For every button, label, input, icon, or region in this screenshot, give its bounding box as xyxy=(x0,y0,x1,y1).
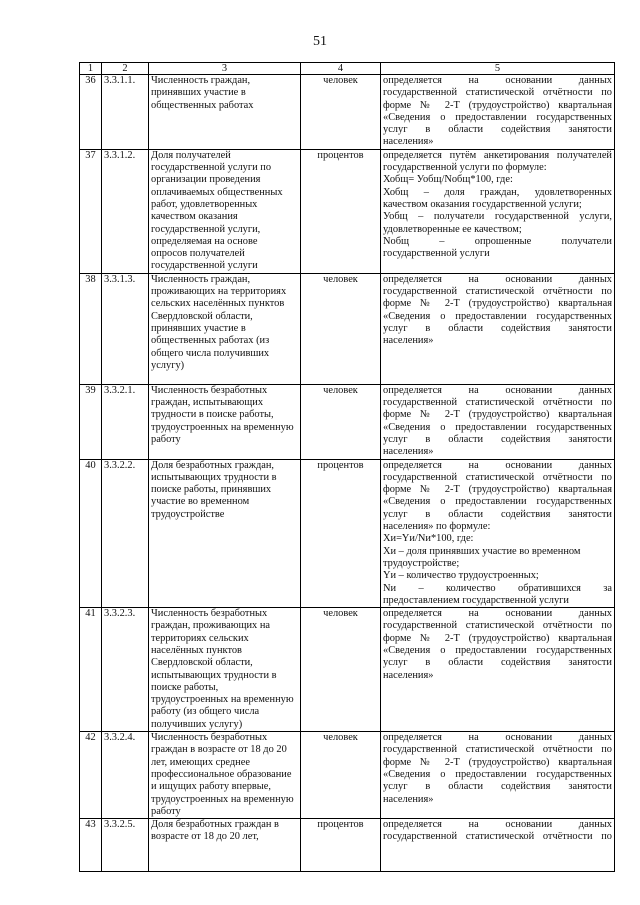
table-row xyxy=(80,608,615,732)
method-description-cell xyxy=(381,608,615,732)
indicator-name-line: определяемая на основе xyxy=(151,235,258,247)
method-description-cell xyxy=(381,732,615,819)
indicator-name-cell xyxy=(149,384,301,459)
method-description-line: определяется на основании данных xyxy=(383,75,612,86)
indicator-name-line: и ищущих работу впервые, xyxy=(151,781,271,793)
indicator-name-line: государственной услуги xyxy=(151,260,258,272)
column-header: 4 xyxy=(301,63,381,75)
method-description-cell xyxy=(381,149,615,273)
table-row xyxy=(80,384,615,459)
method-description-line: государственной статистической отчётности по xyxy=(383,471,612,483)
row-number-cell: 38 xyxy=(80,273,102,384)
indicator-code-cell: 3.3.1.1. xyxy=(102,75,149,150)
indicator-name-line: Доля получателей xyxy=(151,149,231,161)
indicator-code-cell: 3.3.2.1. xyxy=(102,384,149,459)
method-description-line: «Сведения о предоставлении государственных xyxy=(383,644,612,656)
indicator-name-line: профессиональное образование xyxy=(151,768,292,780)
indicator-code-cell: 3.3.1.3. xyxy=(102,273,149,384)
indicator-name-line: проживающих на территориях xyxy=(151,286,287,298)
method-description-line: качеством оказания государственной услуги; xyxy=(383,198,582,210)
indicator-name-line: государственной услуги, xyxy=(151,223,261,235)
method-description-line: услуг в области содействия занятости xyxy=(383,124,612,136)
method-description-line: Хобщ= Уобщ/Nобщ*100, где: xyxy=(383,174,513,186)
indicator-name-line: Доля безработных граждан, xyxy=(151,459,275,471)
indicator-name-line: граждан, проживающих на xyxy=(151,620,271,632)
indicator-name-line: трудоустроенных на временную xyxy=(151,694,294,706)
indicator-name-line: работ, удовлетворенных xyxy=(151,198,258,210)
method-description-line: услуг в области содействия занятости xyxy=(383,433,612,445)
indicators-table xyxy=(79,62,615,872)
method-description-line: удовлетворенные ее качеством; xyxy=(383,223,522,235)
unit-cell: процентов xyxy=(301,149,381,273)
unit-cell: человек xyxy=(301,273,381,384)
indicator-name-line: Свердловской области, xyxy=(151,657,253,669)
method-description-cell xyxy=(381,384,615,459)
indicator-name-cell xyxy=(149,75,301,150)
indicator-name-line: качеством оказания xyxy=(151,211,238,223)
indicator-name-line: поиске работы, принявших xyxy=(151,484,272,496)
method-description-line: населения» xyxy=(383,793,434,805)
indicator-name-line: трудоустройстве xyxy=(151,508,225,520)
unit-cell: процентов xyxy=(301,459,381,608)
indicator-name-line: работу xyxy=(151,433,181,445)
indicator-name-line: трудности в поиске работы, xyxy=(151,409,274,421)
indicator-name-cell xyxy=(149,459,301,608)
method-description-line: населения» xyxy=(383,446,434,458)
method-description-line: форме № 2-Т (трудоустройство) квартальная xyxy=(383,298,612,310)
method-description-line: предоставлением государственной услуги xyxy=(383,594,569,606)
column-header: 3 xyxy=(149,63,301,75)
page-number: 51 xyxy=(313,34,327,49)
unit-cell: человек xyxy=(301,732,381,819)
method-description-line: «Сведения о предоставлении государственных xyxy=(383,496,612,508)
indicator-name-cell xyxy=(149,608,301,732)
indicator-name-line: граждан, испытывающих xyxy=(151,397,264,409)
method-description-line: форме № 2-Т (трудоустройство) квартальная xyxy=(383,99,612,111)
indicator-name-line: Численность безработных xyxy=(151,732,268,744)
indicator-name-line: услугу) xyxy=(151,359,185,371)
indicator-name-line: Численность граждан, xyxy=(151,75,251,86)
indicator-name-line: возрасте от 18 до 20 лет, xyxy=(151,831,259,843)
indicator-name-cell xyxy=(149,273,301,384)
indicator-name-line: трудоустроенных на временную xyxy=(151,793,294,805)
method-description-line: «Сведения о предоставлении государственных xyxy=(383,111,612,123)
method-description-line: населения» xyxy=(383,335,434,347)
indicator-name-line: принявших участие в xyxy=(151,87,246,99)
method-description-cell xyxy=(381,75,615,150)
row-number-cell: 37 xyxy=(80,149,102,273)
method-description-line: услуг в области содействия занятости xyxy=(383,508,612,520)
method-description-cell xyxy=(381,459,615,608)
unit-cell: человек xyxy=(301,608,381,732)
method-description-line: «Сведения о предоставлении государственных xyxy=(383,768,612,780)
method-description-line: Nобщ – опрошенные получатели xyxy=(383,235,612,247)
indicator-name-line: участие во временном xyxy=(151,496,250,508)
indicator-name-line: общественных работах (из xyxy=(151,335,270,347)
method-description-line: услуг в области содействия занятости xyxy=(383,322,612,334)
method-description-line: определяется путём анкетирования получателей xyxy=(383,149,612,161)
unit-cell: человек xyxy=(301,75,381,150)
table-row xyxy=(80,75,615,150)
method-description-line: населения» по формуле: xyxy=(383,521,491,533)
indicator-name-line: получивших услугу) xyxy=(151,718,243,730)
method-description-line: услуг в области содействия занятости xyxy=(383,781,612,793)
indicator-name-line: Доля безработных граждан в xyxy=(151,819,279,831)
method-description-line: определяется на основании данных xyxy=(383,819,612,831)
indicator-code-cell: 3.3.1.2. xyxy=(102,149,149,273)
method-description-line: государственной статистической отчётности по xyxy=(383,397,612,409)
indicator-name-cell xyxy=(149,732,301,819)
indicator-name-line: Численность безработных xyxy=(151,608,268,620)
indicator-name-line: работу (из общего числа xyxy=(151,706,260,718)
unit-cell: процентов xyxy=(301,819,381,872)
indicator-name-line: территориях сельских xyxy=(151,632,249,644)
table-row xyxy=(80,819,615,872)
method-description-line: форме № 2-Т (трудоустройство) квартальная xyxy=(383,756,612,768)
row-number-cell: 41 xyxy=(80,608,102,732)
method-description-line: «Сведения о предоставлении государственных xyxy=(383,421,612,433)
indicator-name-line: общего числа получивших xyxy=(151,347,270,359)
method-description-line: форме № 2-Т (трудоустройство) квартальная xyxy=(383,632,612,644)
row-number-cell: 42 xyxy=(80,732,102,819)
method-description-line: Хи – доля принявших участие во временном xyxy=(383,545,581,557)
header-row xyxy=(80,63,615,75)
indicator-name-line: общественных работах xyxy=(151,99,254,111)
method-description-line: услуг в области содействия занятости xyxy=(383,657,612,669)
indicator-name-line: организации проведения xyxy=(151,174,261,186)
indicator-name-line: оплачиваемых общественных xyxy=(151,186,283,198)
unit-cell: человек xyxy=(301,384,381,459)
method-description-line: определяется на основании данных xyxy=(383,273,612,285)
method-description-line: государственной услуги xyxy=(383,248,490,260)
row-number-cell: 39 xyxy=(80,384,102,459)
method-description-line: государственной статистической отчётности по xyxy=(383,286,612,298)
table-row xyxy=(80,732,615,819)
row-number-cell: 40 xyxy=(80,459,102,608)
indicator-code-cell: 3.3.2.2. xyxy=(102,459,149,608)
column-header: 1 xyxy=(80,63,102,75)
method-description-line: государственной статистической отчётности по xyxy=(383,87,612,99)
method-description-cell xyxy=(381,819,615,872)
indicator-name-line: сельских населённых пунктов xyxy=(151,298,285,310)
indicator-code-cell: 3.3.2.5. xyxy=(102,819,149,872)
method-description-line: Nи – количество обратившихся за xyxy=(383,582,612,594)
indicator-name-line: лет, имеющих среднее xyxy=(151,756,250,768)
indicator-name-line: Численность безработных xyxy=(151,384,268,396)
indicator-name-line: трудоустроенных на временную xyxy=(151,421,294,433)
method-description-line: Хи=Yи/Nи*100, где: xyxy=(383,533,474,545)
method-description-line: населения» xyxy=(383,669,434,681)
method-description-line: определяется на основании данных xyxy=(383,459,612,471)
table-row xyxy=(80,273,615,384)
method-description-line: форме № 2-Т (трудоустройство) квартальная xyxy=(383,484,612,496)
method-description-line: государственной статистической отчётности по xyxy=(383,620,612,632)
method-description-line: Хобщ – доля граждан, удовлетворенных xyxy=(383,186,612,198)
indicator-name-cell xyxy=(149,149,301,273)
indicator-name-cell xyxy=(149,819,301,872)
method-description-line: населения» xyxy=(383,136,434,148)
indicator-code-cell: 3.3.2.4. xyxy=(102,732,149,819)
method-description-cell xyxy=(381,273,615,384)
method-description-line: Yи – количество трудоустроенных; xyxy=(383,570,539,582)
column-header: 2 xyxy=(102,63,149,75)
indicator-name-line: испытывающих трудности в xyxy=(151,669,277,681)
indicator-name-line: испытывающих трудности в xyxy=(151,471,277,483)
indicator-name-line: Свердловской области, xyxy=(151,310,253,322)
row-number-cell: 43 xyxy=(80,819,102,872)
method-description-line: государственной статистической отчётности по xyxy=(383,831,612,843)
indicator-name-line: принявших участие в xyxy=(151,322,246,334)
method-description-line: Уобщ – получатели государственной услуги, xyxy=(383,211,612,223)
row-number-cell: 36 xyxy=(80,75,102,150)
table-row xyxy=(80,149,615,273)
indicator-name-line: работу xyxy=(151,805,181,817)
method-description-line: определяется на основании данных xyxy=(383,608,612,620)
method-description-line: государственной статистической отчётности по xyxy=(383,744,612,756)
method-description-line: государственной услуги по формуле: xyxy=(383,162,547,174)
method-description-line: трудоустройстве; xyxy=(383,557,460,569)
indicator-name-line: поиске работы, xyxy=(151,681,219,693)
method-description-line: форме № 2-Т (трудоустройство) квартальная xyxy=(383,409,612,421)
indicator-name-line: опросов получателей xyxy=(151,248,245,260)
indicator-name-line: населённых пунктов xyxy=(151,644,242,656)
column-header: 5 xyxy=(381,63,615,75)
indicator-code-cell: 3.3.2.3. xyxy=(102,608,149,732)
table-row xyxy=(80,459,615,608)
indicator-name-line: государственной услуги по xyxy=(151,162,272,174)
method-description-line: определяется на основании данных xyxy=(383,732,612,744)
method-description-line: определяется на основании данных xyxy=(383,384,612,396)
method-description-line: «Сведения о предоставлении государственных xyxy=(383,310,612,322)
indicator-name-line: Численность граждан, xyxy=(151,273,251,285)
indicator-name-line: граждан в возрасте от 18 до 20 xyxy=(151,744,287,756)
